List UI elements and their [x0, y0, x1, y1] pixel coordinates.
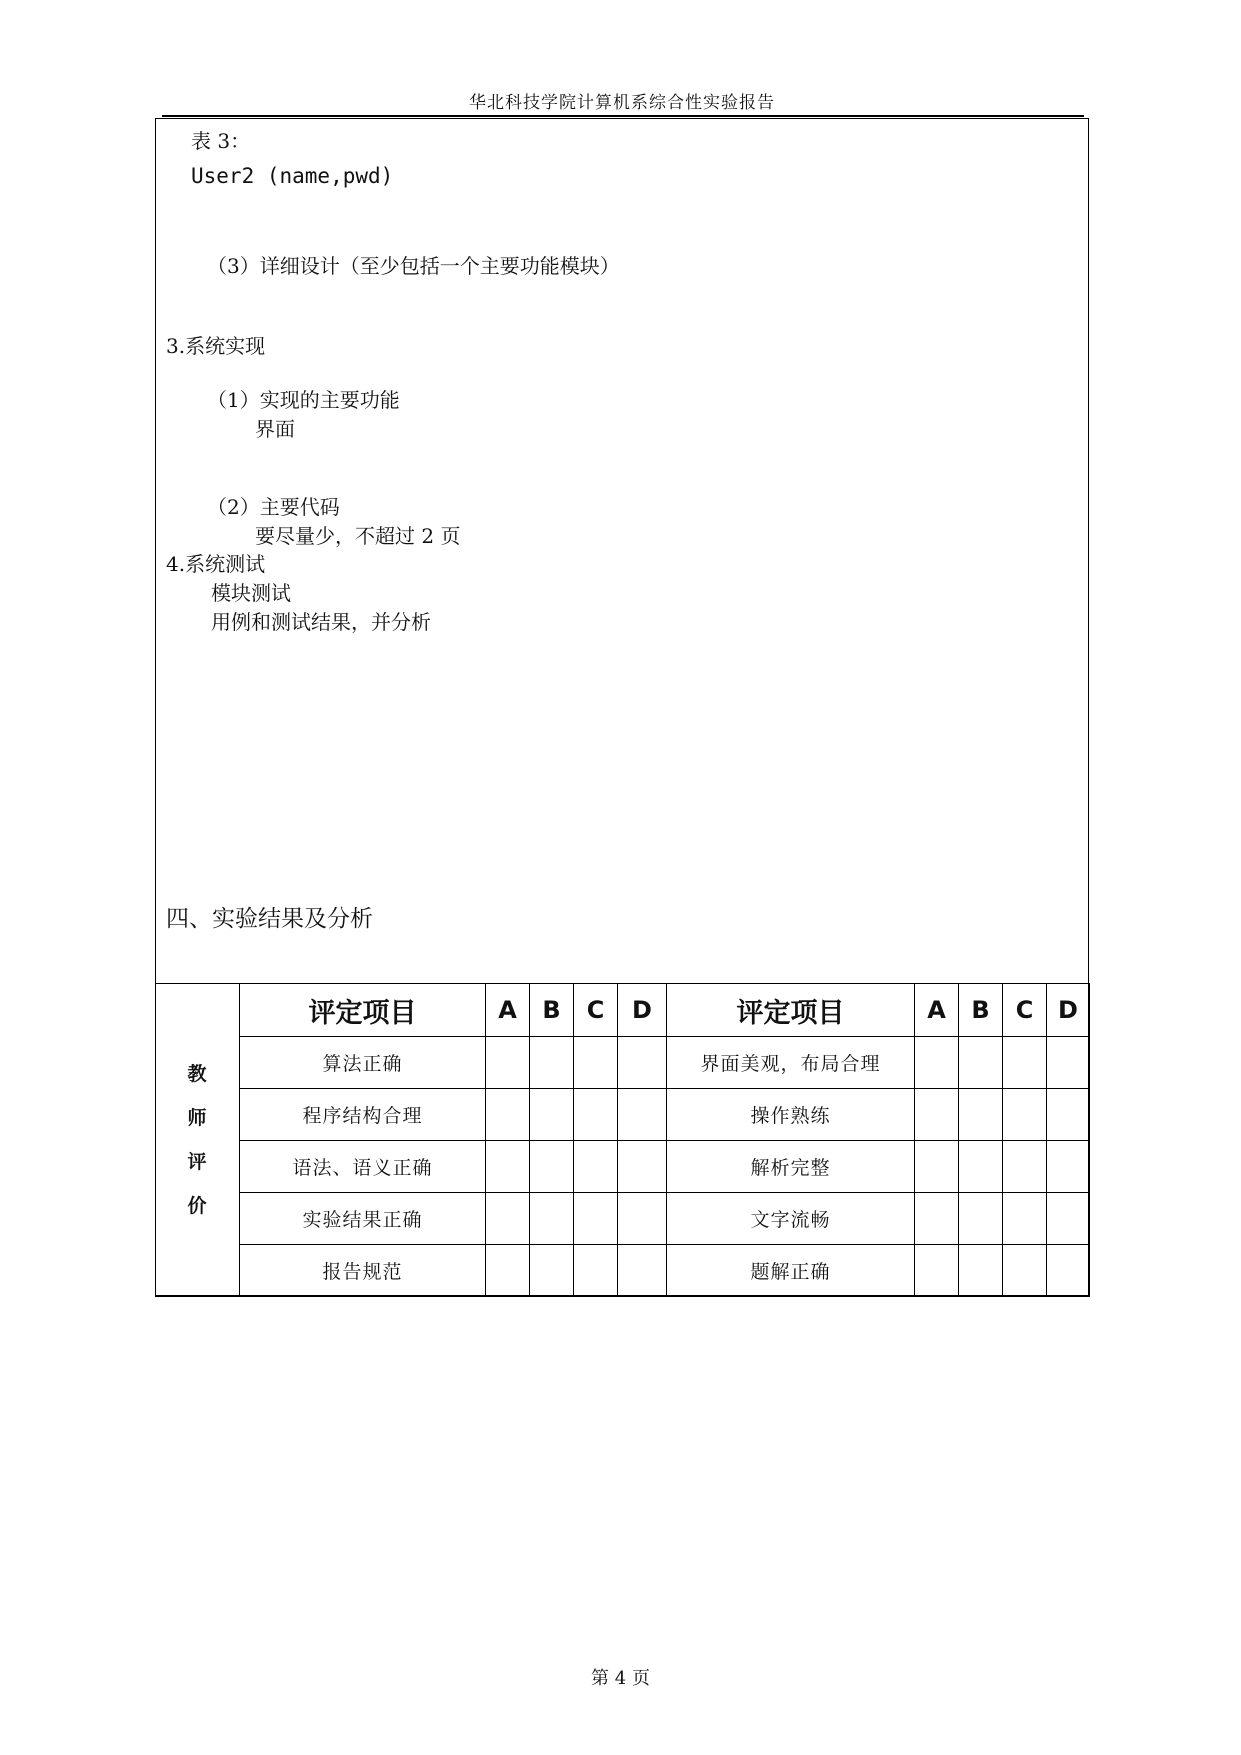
grade-cell[interactable] [1047, 1089, 1090, 1141]
evaluation-row [156, 1037, 1090, 1089]
implementation-code-note: 要尽量少，不超过 2 页 [255, 524, 461, 548]
criterion-right: 界面美观，布局合理 [667, 1037, 915, 1089]
grade-cell[interactable] [915, 1193, 959, 1245]
grade-cell[interactable] [959, 1089, 1003, 1141]
teacher-evaluation-label [156, 984, 240, 1297]
header-divider [162, 115, 1084, 117]
document-header: 华北科技学院计算机系综合性实验报告 [469, 93, 775, 113]
grade-header-d: D [1047, 984, 1090, 1037]
grade-cell[interactable] [574, 1193, 618, 1245]
table3-label: 表 3： [191, 129, 251, 153]
grade-cell[interactable] [618, 1245, 667, 1297]
grade-cell[interactable] [618, 1141, 667, 1193]
grade-cell[interactable] [915, 1141, 959, 1193]
system-implementation-heading: 3.系统实现 [166, 334, 266, 358]
table3-schema: User2 (name,pwd) [191, 164, 394, 188]
side-label-char: 师 [187, 1107, 208, 1129]
grade-cell[interactable] [1047, 1037, 1090, 1089]
criterion-left: 语法、语义正确 [240, 1141, 486, 1193]
grade-cell[interactable] [915, 1089, 959, 1141]
teacher-evaluation-table [155, 983, 1090, 1297]
grade-header-a: A [915, 984, 959, 1037]
grade-cell[interactable] [915, 1245, 959, 1297]
grade-cell[interactable] [486, 1141, 530, 1193]
system-test-heading: 4.系统测试 [166, 552, 266, 576]
criterion-right: 操作熟练 [667, 1089, 915, 1141]
evaluation-row [156, 1141, 1090, 1193]
page-number: 第 4 页 [591, 1668, 650, 1689]
side-label-char: 价 [187, 1195, 208, 1217]
test-cases-note: 用例和测试结果，并分析 [211, 610, 431, 634]
grade-cell[interactable] [486, 1193, 530, 1245]
grade-cell[interactable] [1003, 1089, 1047, 1141]
grade-cell[interactable] [530, 1089, 574, 1141]
implementation-main-function: （1）实现的主要功能 [207, 388, 400, 412]
grade-header-d: D [618, 984, 667, 1037]
grade-cell[interactable] [530, 1193, 574, 1245]
grade-cell[interactable] [486, 1089, 530, 1141]
grade-cell[interactable] [486, 1245, 530, 1297]
grade-cell[interactable] [618, 1089, 667, 1141]
grade-cell[interactable] [618, 1193, 667, 1245]
grade-cell[interactable] [574, 1141, 618, 1193]
header-item-left: 评定项目 [240, 984, 486, 1037]
side-label-char: 评 [187, 1151, 208, 1173]
grade-header-b: B [530, 984, 574, 1037]
grade-header-c: C [574, 984, 618, 1037]
grade-cell[interactable] [959, 1245, 1003, 1297]
grade-cell[interactable] [1047, 1193, 1090, 1245]
grade-cell[interactable] [530, 1037, 574, 1089]
evaluation-row [156, 1089, 1090, 1141]
grade-header-b: B [959, 984, 1003, 1037]
grade-cell[interactable] [530, 1245, 574, 1297]
criterion-left: 实验结果正确 [240, 1193, 486, 1245]
grade-cell[interactable] [1003, 1193, 1047, 1245]
grade-cell[interactable] [530, 1141, 574, 1193]
criterion-left: 程序结构合理 [240, 1089, 486, 1141]
criterion-left: 算法正确 [240, 1037, 486, 1089]
grade-cell[interactable] [574, 1089, 618, 1141]
results-section-title: 四、实验结果及分析 [166, 906, 373, 932]
grade-header-a: A [486, 984, 530, 1037]
grade-cell[interactable] [574, 1245, 618, 1297]
criterion-right: 文字流畅 [667, 1193, 915, 1245]
implementation-main-code: （2）主要代码 [207, 495, 340, 519]
grade-cell[interactable] [959, 1141, 1003, 1193]
grade-cell[interactable] [959, 1193, 1003, 1245]
header-item-right: 评定项目 [667, 984, 915, 1037]
criterion-right: 解析完整 [667, 1141, 915, 1193]
grade-cell[interactable] [1047, 1245, 1090, 1297]
side-label-char: 教 [187, 1063, 208, 1085]
grade-cell[interactable] [618, 1037, 667, 1089]
grade-cell[interactable] [1003, 1037, 1047, 1089]
implementation-ui: 界面 [255, 417, 295, 441]
detail-design-heading: （3）详细设计（至少包括一个主要功能模块） [207, 254, 620, 278]
grade-cell[interactable] [915, 1037, 959, 1089]
evaluation-row [156, 1193, 1090, 1245]
grade-cell[interactable] [1047, 1141, 1090, 1193]
evaluation-header-row [156, 984, 1090, 1037]
grade-cell[interactable] [1003, 1141, 1047, 1193]
grade-cell[interactable] [959, 1037, 1003, 1089]
grade-cell[interactable] [1003, 1245, 1047, 1297]
grade-header-c: C [1003, 984, 1047, 1037]
module-test: 模块测试 [211, 581, 291, 605]
grade-cell[interactable] [574, 1037, 618, 1089]
evaluation-row [156, 1245, 1090, 1297]
criterion-left: 报告规范 [240, 1245, 486, 1297]
grade-cell[interactable] [486, 1037, 530, 1089]
criterion-right: 题解正确 [667, 1245, 915, 1297]
